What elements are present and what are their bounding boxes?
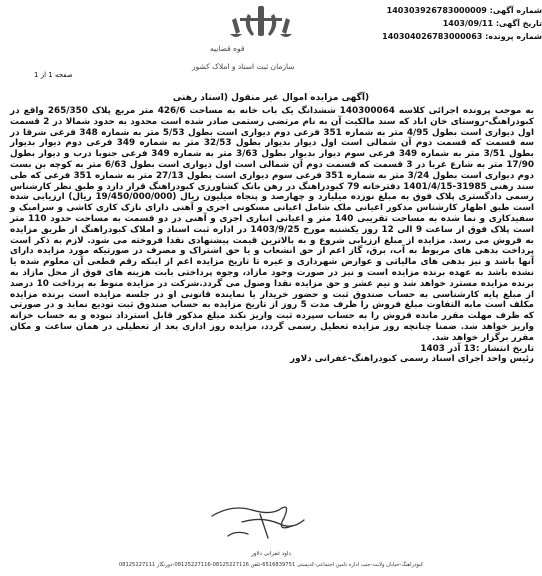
case-number-row bbox=[300, 32, 542, 41]
signer-title: رئیس واحد اجرای اسناد رسمی کبودراهنگ-غفرانی دلاور bbox=[290, 354, 534, 365]
document-title: (آگهی مزایده اموال غیر منقول (اسناد رهنی bbox=[172, 93, 370, 103]
ad-date-row bbox=[300, 19, 542, 28]
ad-number-row bbox=[300, 6, 542, 15]
org-line-1: قوه قضاییه bbox=[210, 44, 245, 53]
body-paragraph: به موجب پرونده اجرائی کلاسه 140300064 ششدانگ یک باب خانه به مساحت 426/6 متر مربع پلاک 265/350 واقع در کبودراهنگ-روستای خان اباد که سند مالکیت آن به نام مرتضی رستمی صادر شده است محدود به حدود شمالا در 2 قسمت اول دیواری است بطول 4/95 متر به شماره 351 فرعی دوم دیواری است بطول 5/53 متر به شماره 348 فرعی شرقا در سه قسمت که قسمت دوم آن شمالی است اول دیوار بدیوار بطول 32/53 متر به شماره 349 فرعی دوم دیوار بدیوار بطول 3/51 متر به شماره 349 فرعی سوم دیوار بدیوار بطول 3/63 متر به شماره 349 فرعی جنوبا درب و دیوار بطول 17/90 متر به شارع غربا در 3 قسمت که قسمت دوم آن شمالی است اول دیواری است بطول 6/63 متر به کوچه بن بست دوم دیواری است بطول 3/24 متر به شماره 351 فرعی سوم دیواری است بطول 27/13 متر به شماره 351 فرعی که طی سند رهنی 31985-1401/4/15 دفترخانه 79 کبودراهنگ در رهن بانک کشاورزی کبودراهنگ قرار دارد و طبق نظر کارشناس رسمی دادگستری پلاک فوق به مبلغ نوزده میلیارد و چهارصد و پنجاه میلیون ریال (19/450/000/000 ریال) ارزیابی شده است طبق اظهار کارشناس مذکور اعیانی ملک شامل اعیانی مسکونی اجری و آهنی دارای نازک کاری کاشی و سرامیک و سفیدکاری و نما شده به مساحت تقریبی 140 متر و اعیانی انباری اجری و آهنی در دو قسمت به مساحت حدود 110 متر است پلاک فوق از ساعت 9 الی 12 روز یکشنبه مورخ 1403/9/25 در اداره ثبت اسناد و املاک کبودراهنگ از طریق مزایده به فروش می رسد. مزایده از مبلغ ارزیابی شروع و به بالاترین قیمت پیشنهادی نقدا فروخته می شود. لازم به ذکر است پرداخت بدهی های مربوط به آب، برق، گاز اعم از حق انشعاب و یا حق اشتراک و مصرف در صورتیکه مورد مزایده دارای آنها باشد و نیز بدهی های مالیاتی و عوارض شهرداری و غیره تا تاریخ مزایده اعم از اینکه رقم قطعی آن معلوم شده یا نشده باشد به عهده برنده مزایده است و نیز در صورت وجود مازاد، وجوه پرداختی بابت هزینه های فوق از محل مازاد به برنده مزایده مسترد خواهد شد و نیم عشر و حق مزایده نقدا وصول می گردد.شرکت در مزایده منوط به پرداخت 10 درصد از مبلغ پایه کارشناسی به حساب صندوق ثبت و حضور خریدار یا نماینده قانونی او در جلسه مزایده است برنده مزایده مکلف است مابه التفاوت مبلغ فروش را ظرف مدت 5 روز از تاریخ مزایده به حساب صندوق ثبت تودیع نماید و در صورتی که ظرف مهلت مقرر مانده فروش را به حساب سپرده ثبت واریز نکند مبلغ مذکور قابل استرداد نبوده و به حساب خزانه واریز خواهد شد. ضمنا چنانچه روز مزایده تعطیل رسمی گردد، مزایده روز اداری بعد از تعطیلی در همان ساعت و مکان مقرر برگزار خواهد شد. bbox=[10, 106, 535, 343]
ad-number-label: شماره آگهی: bbox=[489, 6, 542, 15]
footer-address: کبودراهنگ-خیابان ولایت-جنب اداره تامین اجتماعی-کدپستی 6516839751-تلفن 08125227116-08125227116-دورنگار 08125227111 bbox=[118, 562, 424, 568]
publish-date: تاریخ انتشار :13 آذر 1403 bbox=[420, 343, 534, 354]
ad-date-label: تاریخ آگهی: bbox=[495, 19, 542, 28]
case-number-value: 140304026783000063 bbox=[382, 32, 483, 41]
document-body bbox=[10, 106, 534, 365]
case-number-label: شماره پرونده: bbox=[485, 32, 542, 41]
org-line-2: سازمان ثبت اسناد و املاک کشور bbox=[192, 62, 295, 71]
page-number: صفحه 1 از 1 bbox=[34, 71, 73, 79]
ad-date-value: 1403/09/11 bbox=[442, 19, 494, 28]
signature-icon bbox=[172, 496, 352, 548]
ad-number-value: 140303926783000009 bbox=[386, 6, 487, 15]
footer-name: داود غفرانی دلاور bbox=[251, 551, 291, 557]
